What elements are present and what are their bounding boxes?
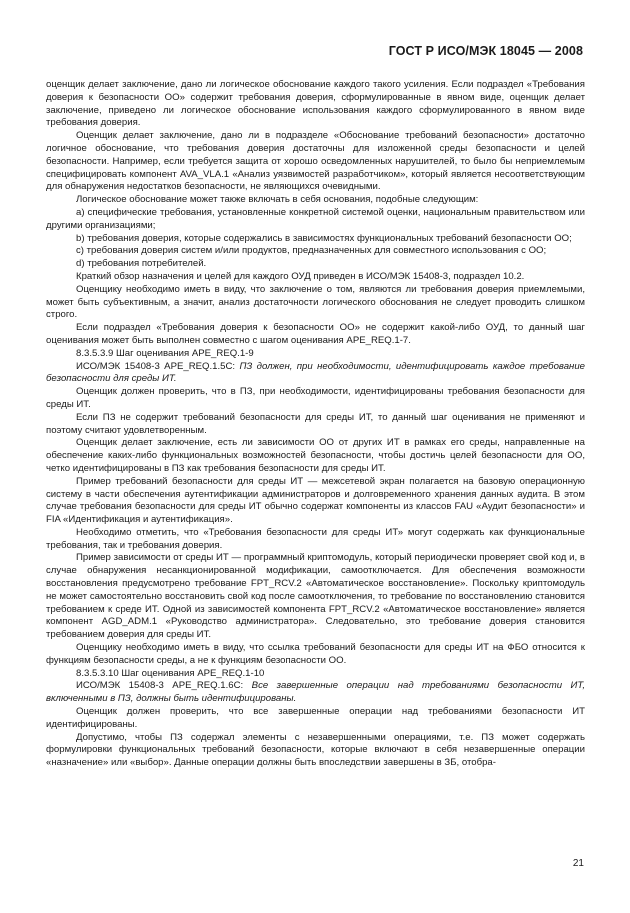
paragraph: Необходимо отметить, что «Требования безопасности для среды ИТ» могут содержать как функциональные требования, так и требования доверия. bbox=[46, 526, 585, 551]
section-heading: 8.3.5.3.10 Шаг оценивания APE_REQ.1-10 bbox=[76, 667, 265, 679]
paragraph: Если подраздел «Требования доверия к безопасности ОО» не содержит какой-либо ОУД, то данный шаг оценивания может быть выполнен совместно с шагом оценивания APE_REQ.1-7. bbox=[46, 322, 585, 346]
paragraph: Если ПЗ не содержит требований безопасности для среды ИТ, то данный шаг оценивания не применяют и поэтому считают удовлетворенным. bbox=[46, 411, 585, 436]
paragraph: Оценщик должен проверить, что все завершенные операции над требованиями безопасности ИТ идентифицированы. bbox=[46, 706, 585, 730]
example-paragraph: Пример требований безопасности для среды ИТ — межсетевой экран полагается на базовую операционную систему в части обеспечения аутентификации администраторов и долговременного хранения данных аудита. В этом случае требования безопасности для среды ИТ обычно содержат компоненты из классов FAU «Аудит безопасности» и FIA «Идентификация и аутентификация». bbox=[46, 475, 585, 526]
paragraph: Логическое обоснование может также включать в себя основания, подобные следующим: bbox=[76, 194, 479, 206]
section-heading: 8.3.5.3.9 Шаг оценивания APE_REQ.1-9 bbox=[76, 347, 254, 359]
paragraph: оценщик делает заключение, дано ли логическое обоснование каждого такого усиления. Если подраздел «Требования доверия к безопасности ОО» содержит требования доверия, сформулированные в явном виде, оценщик делает заключение, приведено ли логическое обоснование использования каждого сформулированного в явном виде требования доверия. bbox=[46, 79, 585, 129]
paragraph: Допустимо, чтобы ПЗ содержал элементы с незавершенными операциями, т.е. ПЗ может содержать формулировки функциональных требований безопасности, которые включают в себя незавершенные операции «назначение» или «выбор». Данные операции должны быть впоследствии завершены в ЗБ, отобра- bbox=[46, 731, 585, 769]
paragraph: Оценщику необходимо иметь в виду, что заключение о том, являются ли требования доверия приемлемыми, может быть субъективным, а значит, анализ достаточности логического обоснования не следует проводить слишком строго. bbox=[46, 283, 585, 321]
paragraph: Оценщик делает заключение, дано ли в подразделе «Обоснование требований безопасности» достаточно логичное обоснование, что требования доверия достаточны для изложенной среды безопасности и целей безопасности. Например, если требуется защита от хорошо осведомленных нарушителей, то было бы неприемлемым специфицировать компонент AVA_VLA.1 «Анализ уязвимостей разработчиком», который является несоответствующим для обнаружения недостатков безопасности, не являющихся очевидными. bbox=[46, 130, 585, 193]
list-item: a) специфические требования, установленные конкретной системой оценки, национальным правительством или другими организациями; bbox=[46, 206, 585, 231]
example-paragraph: Пример зависимости от среды ИТ — программный криптомодуль, который периодически проверяет свой код и, в случае обнаружения несанкционированной модификации, самоотключается. Для обеспечения возможности восстановления предусмотрено требование FPT_RCV.2 «Автоматическое восстановление». Поскольку криптомодуль не может самостоятельно восстановить свой код после самоотключения, то требование по восстановлению становится требованием к среде ИТ. Одной из зависимостей компонента FPT_RCV.2 «Автоматическое восстановление» является компонент AGD_ADM.1 «Руководство администратора». Следовательно, это требование доверия становится требованием доверия для среды ИТ. bbox=[46, 552, 585, 641]
paragraph: Оценщик должен проверить, что в ПЗ, при необходимости, идентифицированы требования безопасности для среды ИТ. bbox=[46, 386, 585, 410]
paragraph: Оценщику необходимо иметь в виду, что ссылка требований безопасности для среды ИТ на ФБО относится к функциям безопасности среды, а не к функциям безопасности ОО. bbox=[46, 642, 585, 666]
page-content bbox=[46, 79, 585, 770]
requirement-quote bbox=[46, 361, 585, 387]
list-item: b) требования доверия, которые содержались в зависимостях функциональных требований безопасности ОО; bbox=[76, 232, 572, 244]
paragraph: Краткий обзор назначения и целей для каждого ОУД приведен в ИСО/МЭК 15408-3, подраздел 10.2. bbox=[76, 270, 525, 282]
paragraph: Оценщик делает заключение, есть ли зависимости ОО от других ИТ в рамках его среды, направленные на обеспечение каких-либо функциональных возможностей безопасности, чтобы достичь целей безопасности для ОО, четко идентифицированы в ПЗ как требования безопасности для среды ИТ. bbox=[46, 437, 585, 474]
page-number: 21 bbox=[572, 858, 584, 869]
list-item: d) требования потребителей. bbox=[76, 258, 207, 270]
standard-header: ГОСТ Р ИСО/МЭК 18045 — 2008 bbox=[388, 44, 583, 58]
requirement-reference: ИСО/МЭК 15408-3 APE_REQ.1.5C: bbox=[76, 360, 240, 372]
requirement-reference: ИСО/МЭК 15408-3 APE_REQ.1.6C: bbox=[76, 680, 252, 692]
list-item: c) требования доверия систем и/или продуктов, предназначенных для совместного использования с ОО; bbox=[76, 245, 547, 257]
requirement-text: ПЗ должен, при необходимости, идентифицировать каждое требование безопасности для среды ИТ. bbox=[46, 360, 585, 385]
requirement-text: Все завершенные операции над требованиями безопасности ИТ, включенными в ПЗ, должны быть идентифицированы. bbox=[46, 680, 586, 705]
requirement-quote bbox=[46, 680, 585, 706]
